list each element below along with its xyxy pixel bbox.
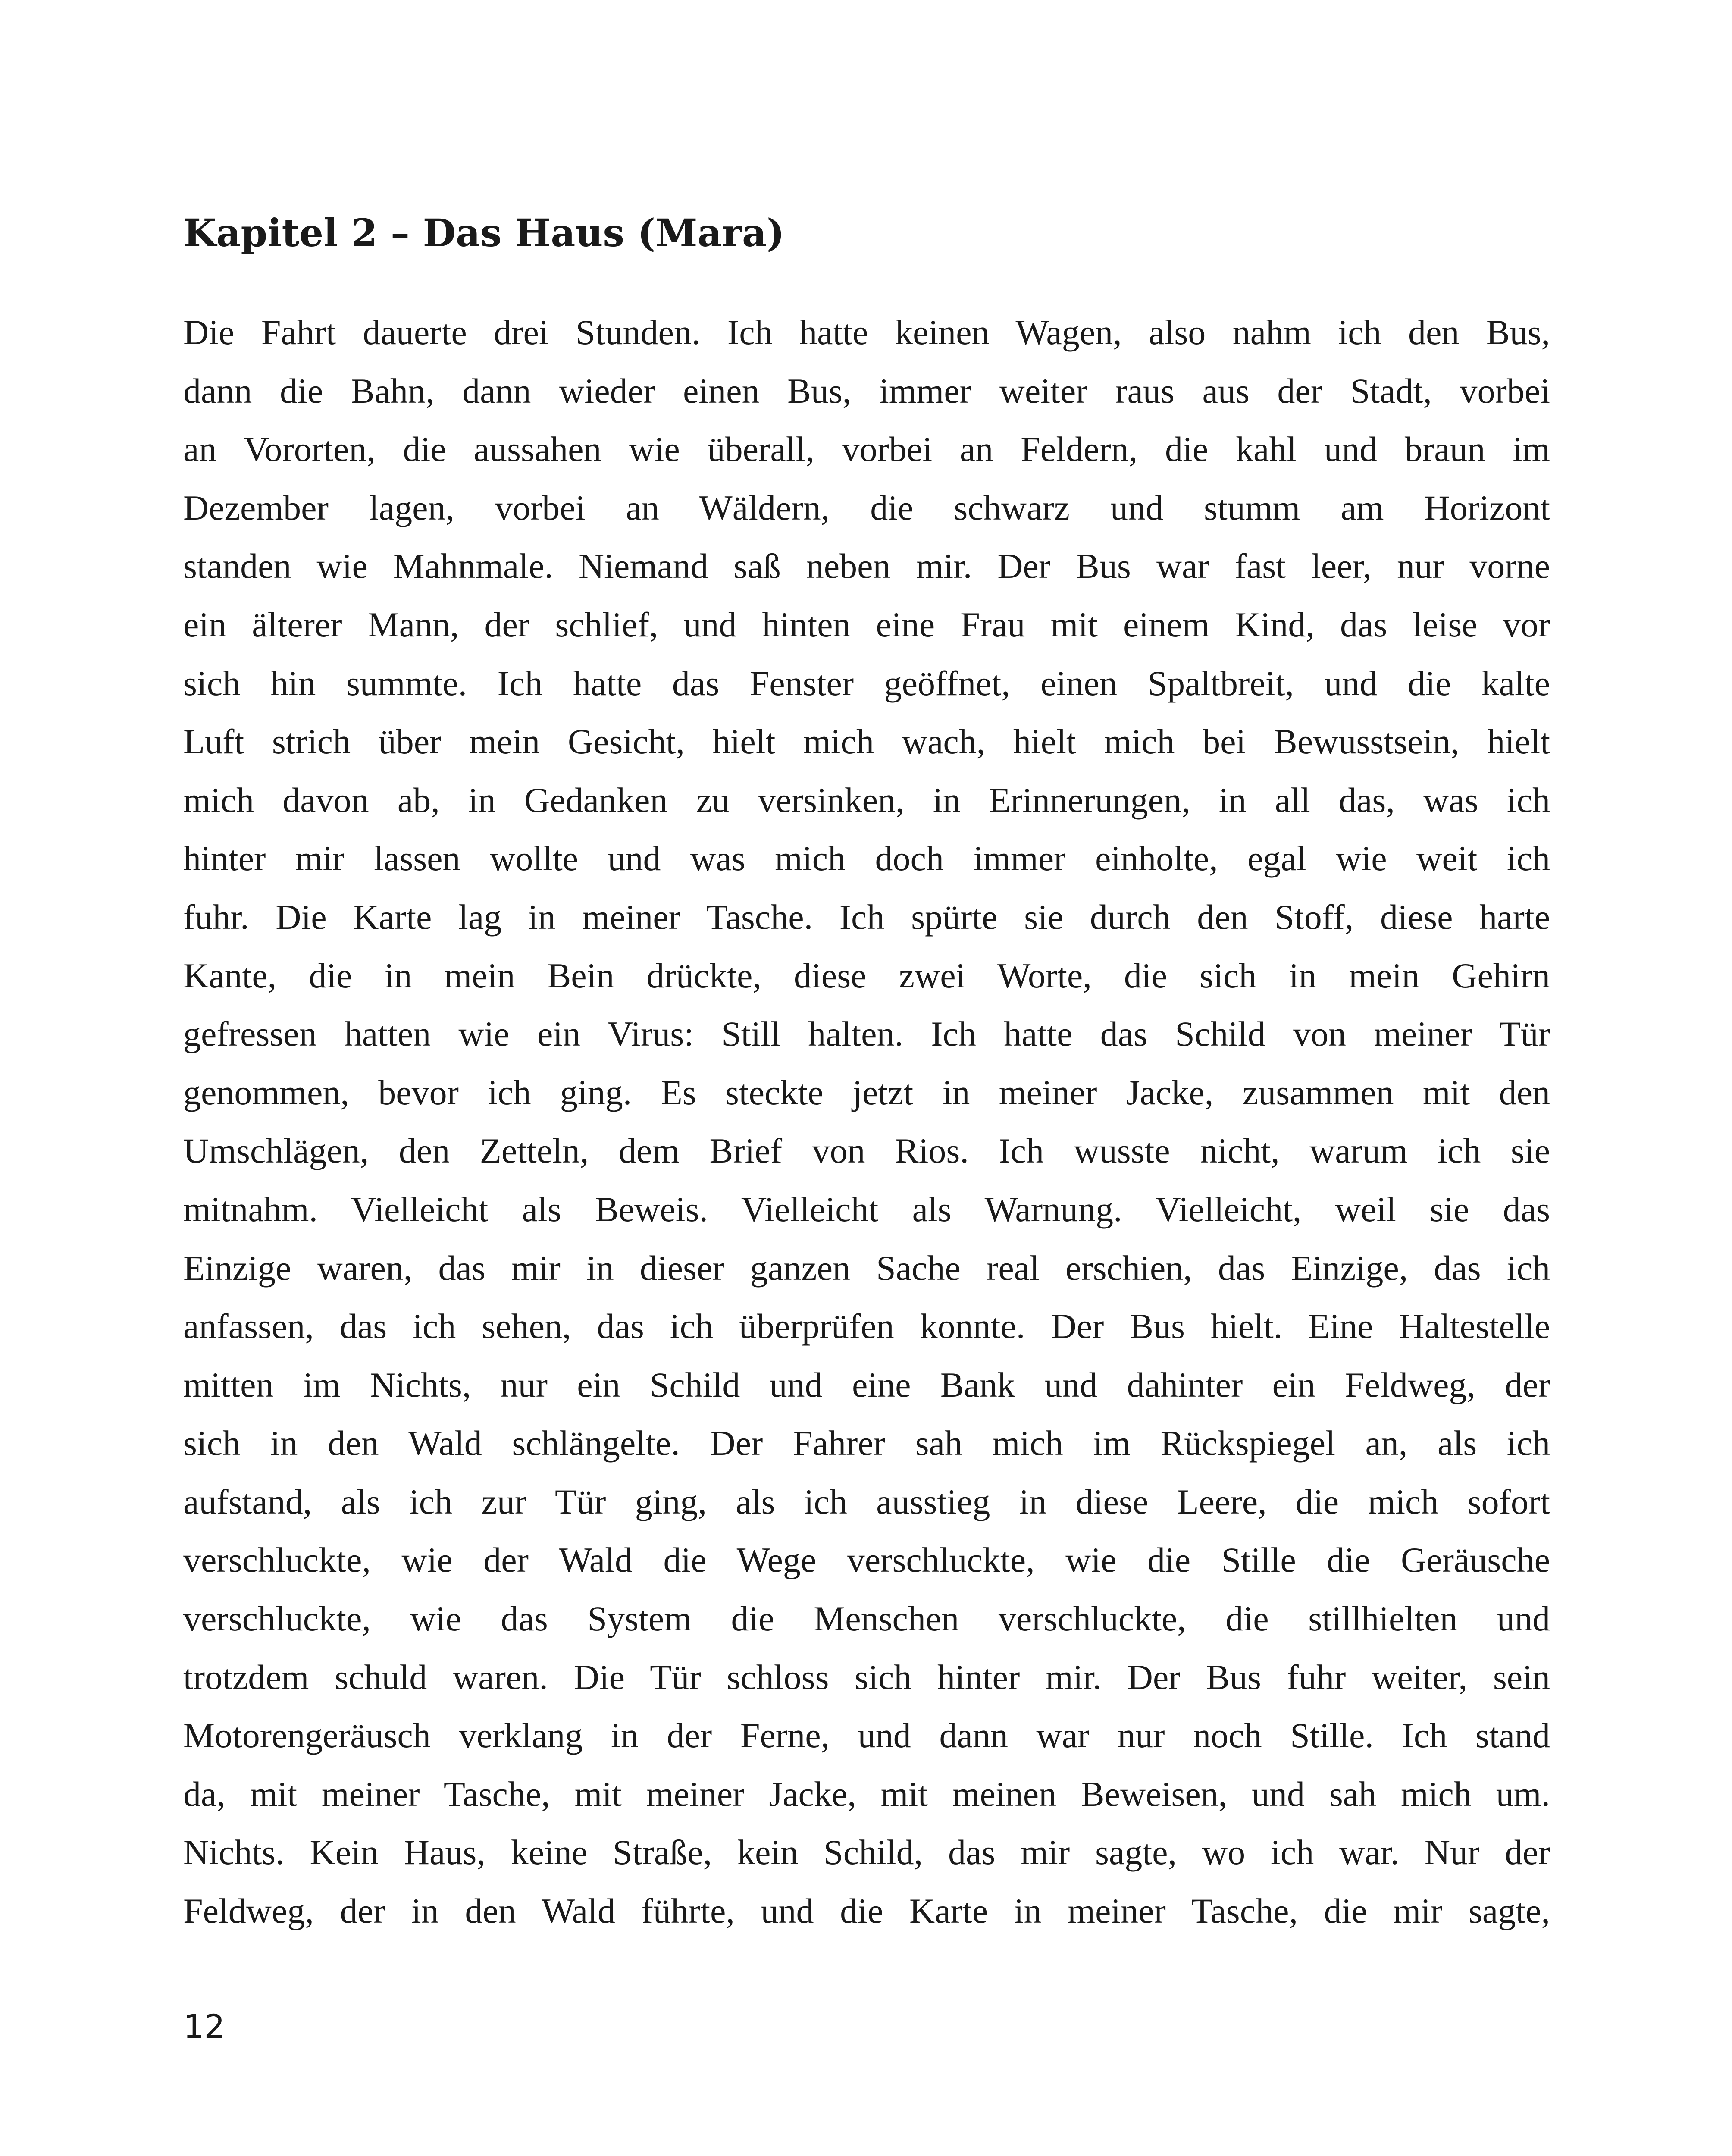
text-line: mitten im Nichts, nur ein Schild und eine Bank und dahinter ein Feldweg, der: [183, 1365, 1550, 1404]
text-line: trotzdem schuld waren. Die Tür schloss sich hinter mir. Der Bus fuhr weiter, sein: [183, 1657, 1550, 1697]
text-line: aufstand, als ich zur Tür ging, als ich ausstieg in diese Leere, die mich sofort: [183, 1482, 1550, 1521]
text-line: dann die Bahn, dann wieder einen Bus, immer weiter raus aus der Stadt, vorbei: [183, 371, 1550, 411]
text-line: fuhr. Die Karte lag in meiner Tasche. Ich spürte sie durch den Stoff, diese harte: [183, 897, 1550, 937]
text-line: da, mit meiner Tasche, mit meiner Jacke, mit meinen Beweisen, und sah mich um.: [183, 1774, 1550, 1814]
text-line: an Vororten, die aussahen wie überall, vorbei an Feldern, die kahl und braun im: [183, 429, 1550, 469]
text-line: standen wie Mahnmale. Niemand saß neben mir. Der Bus war fast leer, nur vorne: [183, 546, 1550, 586]
text-line: Die Fahrt dauerte drei Stunden. Ich hatte keinen Wagen, also nahm ich den Bus,: [183, 313, 1550, 352]
text-line: Feldweg, der in den Wald führte, und die Karte in meiner Tasche, die mir sagte,: [183, 1891, 1550, 1931]
text-line: genommen, bevor ich ging. Es steckte jetzt in meiner Jacke, zusammen mit den: [183, 1072, 1550, 1112]
text-line: anfassen, das ich sehen, das ich überprüfen konnte. Der Bus hielt. Eine Haltestelle: [183, 1307, 1550, 1346]
text-line: verschluckte, wie der Wald die Wege verschluckte, wie die Stille die Geräusche: [183, 1540, 1550, 1580]
text-line: sich in den Wald schlängelte. Der Fahrer sah mich im Rückspiegel an, als ich: [183, 1423, 1550, 1463]
text-line: Luft strich über mein Gesicht, hielt mich wach, hielt mich bei Bewusstsein, hielt: [183, 722, 1550, 761]
text-line: mitnahm. Vielleicht als Beweis. Vielleicht als Warnung. Vielleicht, weil sie das: [183, 1189, 1550, 1229]
text-line: Dezember lagen, vorbei an Wäldern, die schwarz und stumm am Horizont: [183, 488, 1550, 527]
text-line: Kante, die in mein Bein drückte, diese zwei Worte, die sich in mein Gehirn: [183, 956, 1550, 995]
body-paragraph: [183, 303, 1550, 1940]
text-line: Nichts. Kein Haus, keine Straße, kein Schild, das mir sagte, wo ich war. Nur der: [183, 1833, 1550, 1872]
text-line: Umschlägen, den Zetteln, dem Brief von Rios. Ich wusste nicht, warum ich sie: [183, 1131, 1550, 1171]
text-line: sich hin summte. Ich hatte das Fenster geöffnet, einen Spaltbreit, und die kalte: [183, 663, 1550, 703]
text-line: verschluckte, wie das System die Menschen verschluckte, die stillhielten und: [183, 1599, 1550, 1639]
text-line: Einzige waren, das mir in dieser ganzen Sache real erschien, das Einzige, das ich: [183, 1248, 1550, 1288]
text-line: Motorengeräusch verklang in der Ferne, und dann war nur noch Stille. Ich stand: [183, 1716, 1550, 1755]
text-line: gefressen hatten wie ein Virus: Still halten. Ich hatte das Schild von meiner Tür: [183, 1014, 1550, 1054]
text-line: hinter mir lassen wollte und was mich doch immer einholte, egal wie weit ich: [183, 839, 1550, 878]
text-line: ein älterer Mann, der schlief, und hinten eine Frau mit einem Kind, das leise vor: [183, 605, 1550, 644]
text-line: mich davon ab, in Gedanken zu versinken, in Erinnerungen, in all das, was ich: [183, 780, 1550, 820]
chapter-title: Kapitel 2 – Das Haus (Mara): [183, 210, 785, 255]
page-number: 12: [183, 2007, 225, 2046]
